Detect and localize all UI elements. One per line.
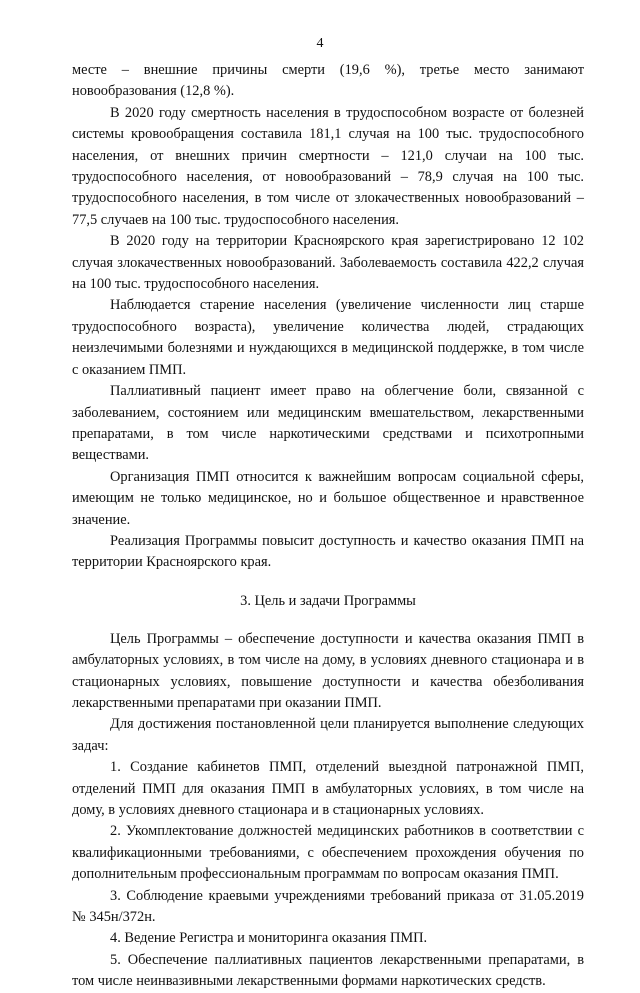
paragraph-cancer-incidence: В 2020 году на территории Красноярского края зарегистрировано 12 102 случая злокачественных новообразований. Заболеваемость составила 422,2 случая на 100 тыс. трудоспособного населения. — [72, 233, 584, 293]
paragraph-tasks-intro: Для достижения постановленной цели планируется выполнение следующих задач: — [72, 716, 584, 754]
section-title: 3. Цель и задачи Программы — [240, 592, 416, 609]
paragraph-program-impact: Реализация Программы повысит доступность и качество оказания ПМП на территории Красноярского края. — [72, 532, 584, 571]
task-item-1: 1. Создание кабинетов ПМП, отделений выездной патронажной ПМП, отделений ПМП для оказания ПМП в амбулаторных условиях, в том числе на дому, в условиях дневного стационара и в стационарных условиях. — [72, 759, 584, 818]
task-item-2: 2. Укомплектование должностей медицинских работников в соответствии с квалификационными требованиями, с обеспечением прохождения обучения по дополнительным профессиональным программам по вопросам оказания ПМП. — [72, 823, 584, 883]
page-number: 4 — [316, 36, 324, 51]
task-item-4: 4. Ведение Регистра и мониторинга оказания ПМП. — [110, 930, 428, 947]
paragraph-mortality-working-age: В 2020 году смертность населения в трудоспособном возрасте от болезней системы кровообращения составила 181,1 случая на 100 тыс. трудоспособного населения, от внешних причин смертности – 121,0 случаи на 100 тыс. трудоспособного населения, от новообразований – 78,9 случая на 100 тыс. трудоспособного населения, в том числе от злокачественных новообразований – 77,5 случаев на 100 тыс. трудоспособного населения. — [72, 104, 584, 228]
task-item-5: 5. Обеспечение паллиативных пациентов лекарственными препаратами, в том числе неинвазивными лекарственными формами наркотических средств. — [72, 951, 584, 990]
paragraph-program-goal: Цель Программы – обеспечение доступности и качества оказания ПМП в амбулаторных условиях, в том числе на дому, в условиях дневного стационара и в стационарных условиях, повышение доступности и качества обезболивания лекарственными препаратами при оказании ПМП. — [72, 630, 584, 711]
paragraph-continuation: месте – внешние причины смерти (19,6 %), третье место занимают новообразования (12,8 %). — [72, 62, 584, 100]
paragraph-population-aging: Наблюдается старение населения (увеличение численности лиц старше трудоспособного возраста), увеличение количества людей, страдающих неизлечимыми болезнями и нуждающихся в медицинской поддержке, в том числе с оказанием ПМП. — [72, 297, 584, 378]
task-item-3: 3. Соблюдение краевыми учреждениями требований приказа от 31.05.2019 № 345н/372н. — [72, 887, 584, 926]
paragraph-social-importance: Организация ПМП относится к важнейшим вопросам социальной сферы, имеющим не только медицинское, но и большое общественное и нравственное значение. — [72, 468, 584, 528]
document-content — [72, 60, 584, 993]
paragraph-patient-rights: Паллиативный пациент имеет право на облегчение боли, связанной с заболеванием, состоянием или медицинским вмешательством, лекарственными препаратами, в том числе наркотическими средствами и психотропными веществами. — [72, 383, 584, 464]
